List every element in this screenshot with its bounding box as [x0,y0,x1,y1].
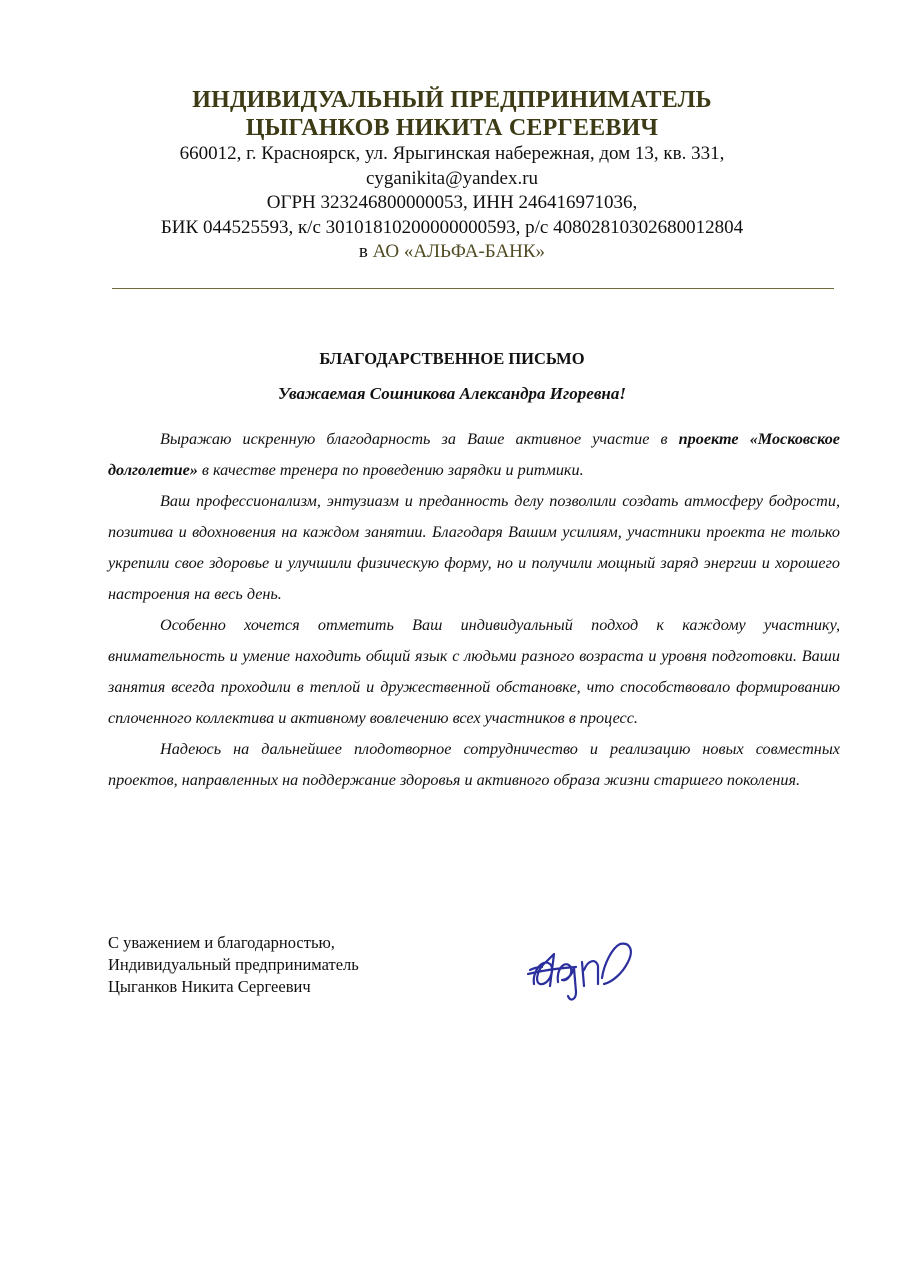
letterhead-bank-line [60,240,844,265]
paragraph-1-end: в качестве тренера по проведению зарядки и ритмики. [197,461,584,479]
closing-name: Цыганков Никита Сергеевич [108,977,311,996]
closing-position: Индивидуальный предприниматель [108,955,359,974]
closing-block [108,932,359,998]
bank-name: АО «АЛЬФА-БАНК» [372,241,546,262]
letterhead [60,86,844,265]
bank-prefix: в [358,241,368,262]
paragraph-1 [108,424,840,486]
paragraph-1-start: Выражаю искренную благодарность за Ваше активное участие в [160,430,679,448]
signature [524,934,642,1006]
project-name: проекте «Московское долголетие» [108,430,840,479]
greeting: Уважаемая Сошникова Александра Игоревна! [278,384,626,403]
letterhead-bank-details: БИК 044525593, к/с 30101810200000000593, р/с 40802810302680012804 [160,216,744,238]
letterhead-ogrn-inn: ОГРН 323246800000053, ИНН 246416971036, [266,192,638,213]
header-divider [112,288,834,289]
closing-regards: С уважением и благодарностью, [108,933,335,952]
letterhead-title-line2: ЦЫГАНКОВ НИКИТА СЕРГЕЕВИЧ [245,115,659,141]
paragraph-2: Ваш профессионализм, энтузиазм и преданность делу позволили создать атмосферу бодрости, позитива и вдохновения на каждом занятии. Благодаря Вашим усилиям, участники проекта не только укрепили свое здоровье и улучшили физическую форму, но и получили мощный заряд энергии и хорошего настроения на весь день. [108,492,840,603]
letterhead-title-line1: ИНДИВИДУАЛЬНЫЙ ПРЕДПРИНИМАТЕЛЬ [192,87,712,113]
letterhead-address: 660012, г. Красноярск, ул. Ярыгинская набережная, дом 13, кв. 331, [179,143,725,164]
letter-body [108,424,840,796]
letterhead-email: cyganikita@yandex.ru [365,167,539,189]
document-title: БЛАГОДАРСТВЕННОЕ ПИСЬМО [319,349,585,368]
paragraph-3: Особенно хочется отметить Ваш индивидуальный подход к каждому участнику, внимательность и умение находить общий язык с людьми разного возраста и уровня подготовки. Ваши занятия всегда проходили в теплой и дружественной обстановке, что способствовало формированию сплоченного коллектива и активному вовлечению всех участников в процесс. [108,616,840,727]
paragraph-4: Надеюсь на дальнейшее плодотворное сотрудничество и реализацию новых совместных проектов, направленных на поддержание здоровья и активного образа жизни старшего поколения. [108,740,840,789]
